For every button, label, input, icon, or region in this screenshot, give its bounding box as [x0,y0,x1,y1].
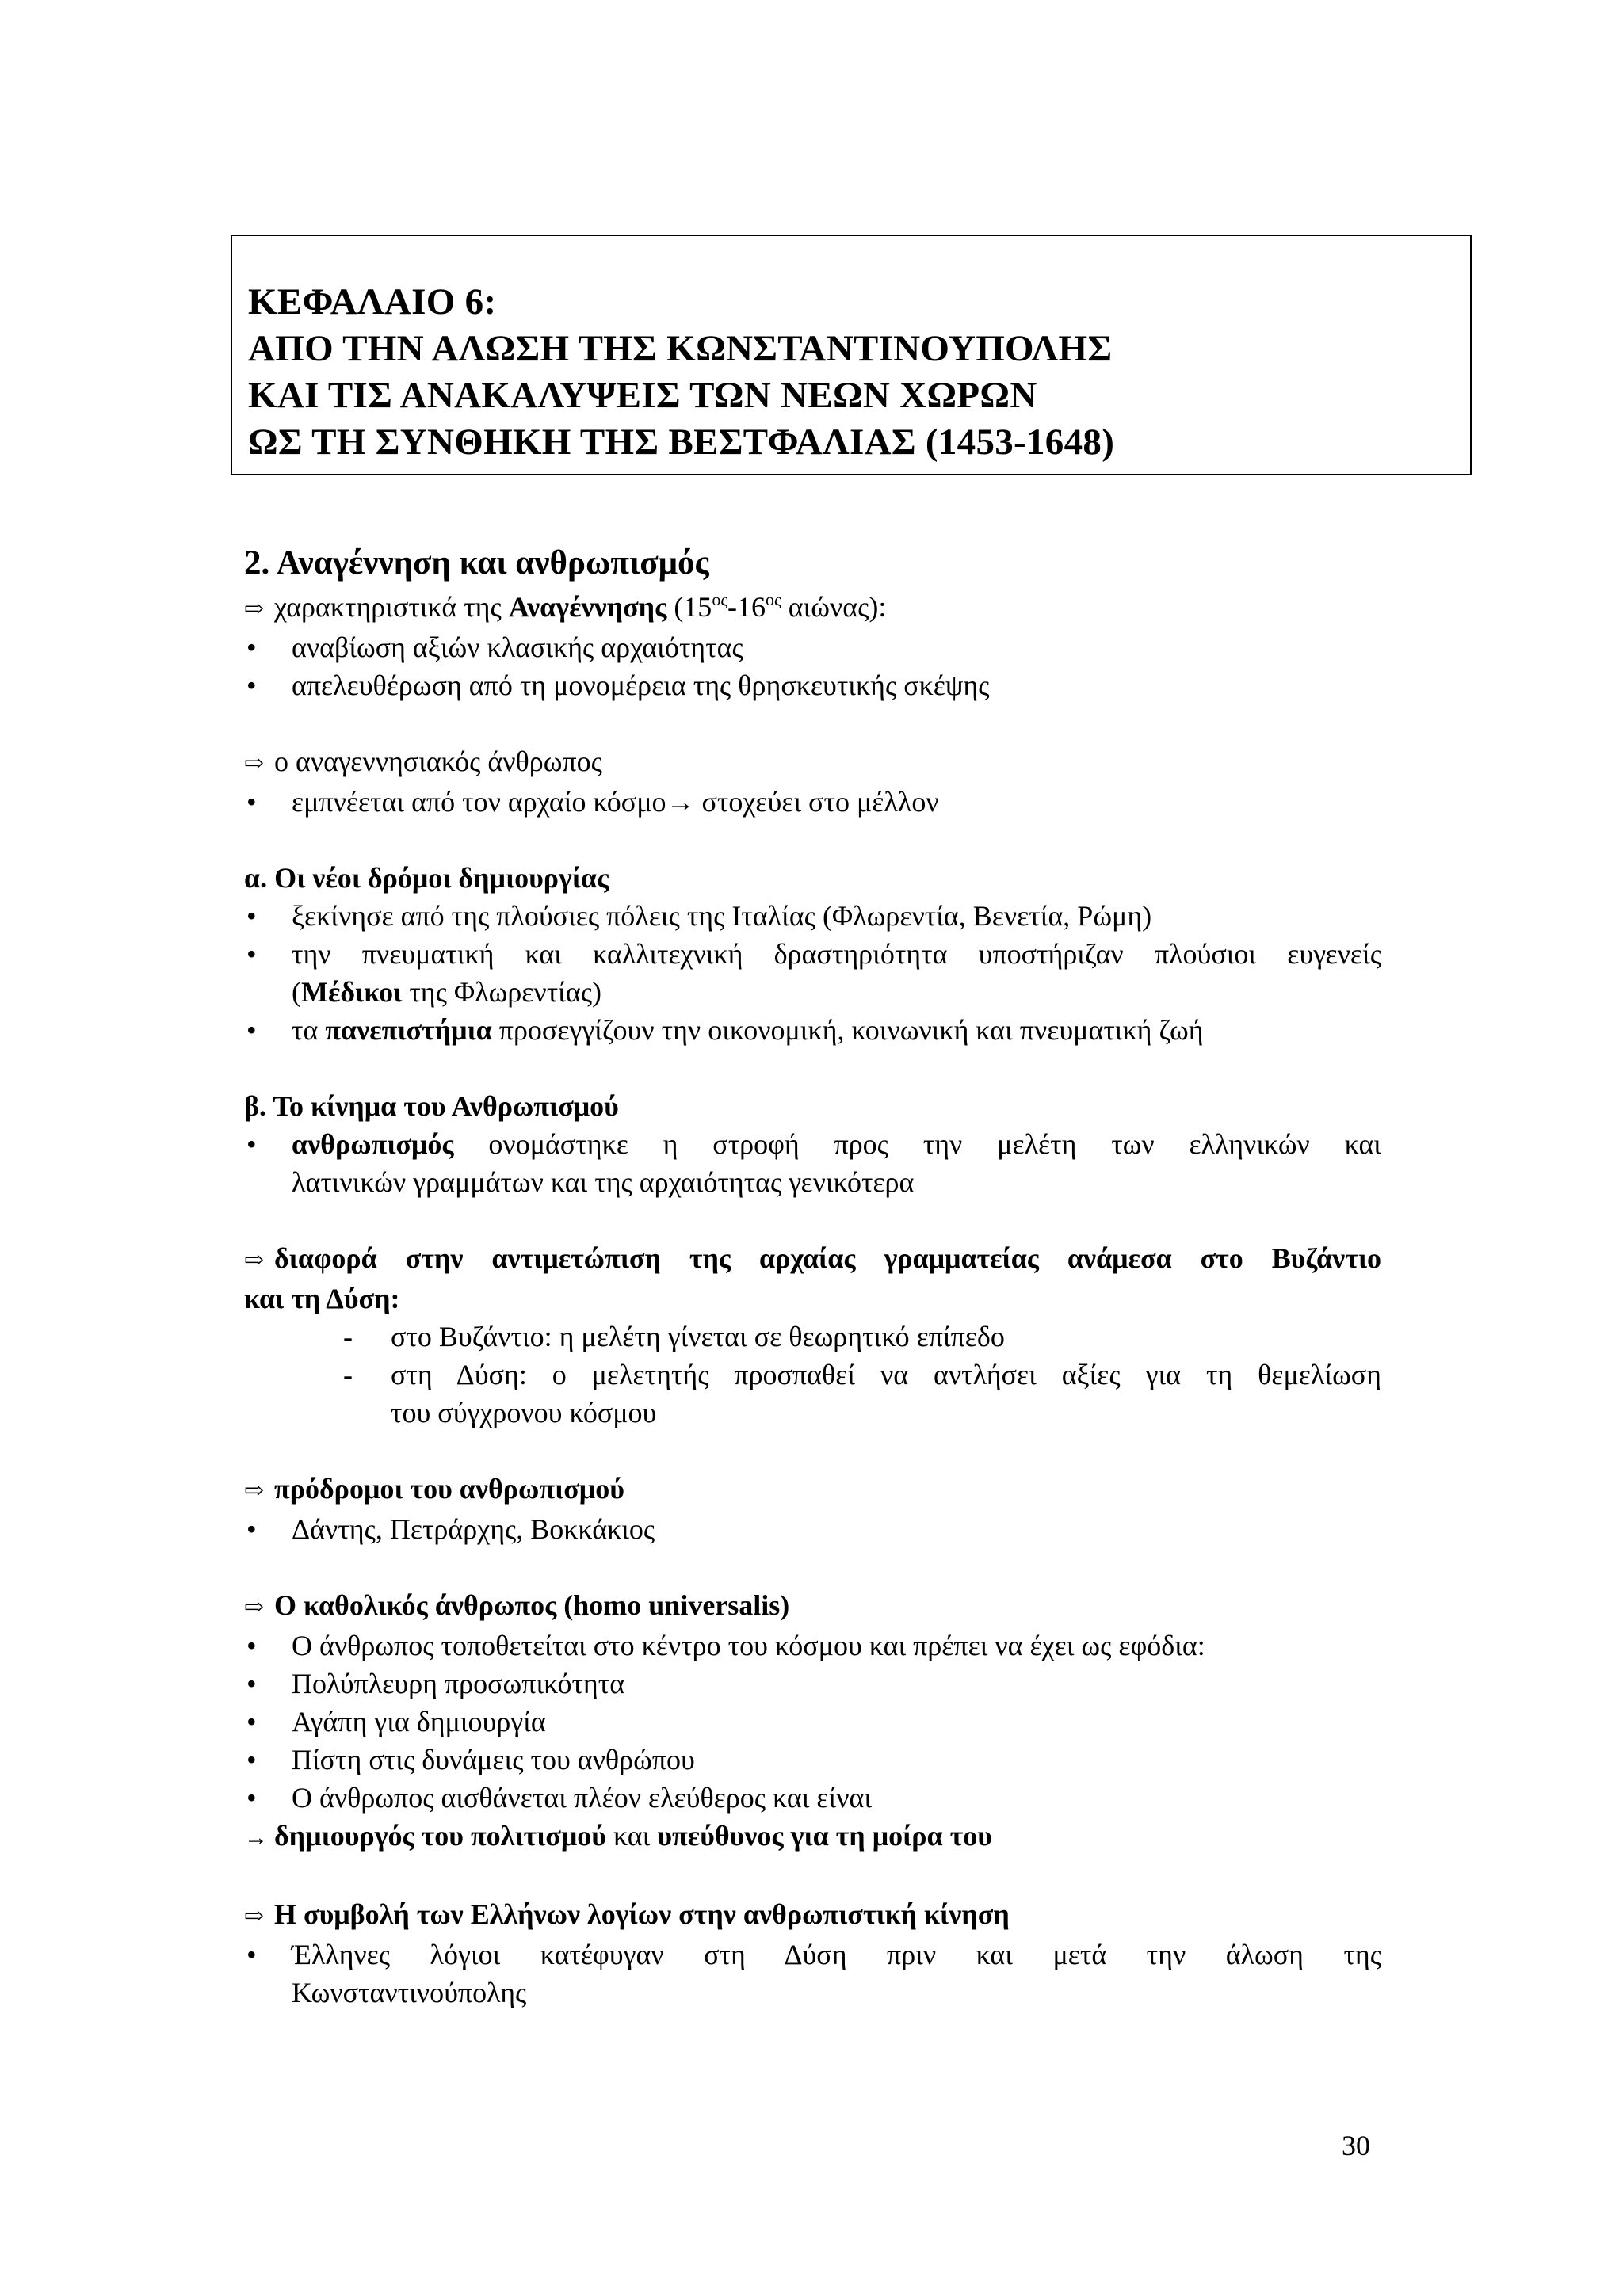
bullet-icon [244,1779,292,1817]
universal-man-result: → δημιουργός του πολιτισμού και υπεύθυνος για τη μοίρα του [244,1817,1381,1857]
hollow-arrow-icon: ⇨ [244,1478,265,1504]
bullet-icon [244,1936,292,1974]
difference-heading-cont: και τη Δύση: [244,1283,400,1314]
greek-scholars-heading: ⇨ Η συμβολή των Ελλήνων λογίων στην ανθρωπιστική κίνηση [244,1895,1381,1936]
list-item: • απελευθέρωση από τη μονομέρεια της θρησκευτικής σκέψης [244,666,1381,704]
hollow-arrow-icon: ⇨ [244,1247,265,1273]
bullet-icon [244,1665,292,1703]
list-item: • Αγάπη για δημιουργία [244,1703,1381,1741]
dash-item: - στη Δύση: ο μελετητής προσπαθεί να αντλήσει αξίες για τη θεμελίωση του σύγχρονου κόσμου [343,1359,1381,1428]
list-item: • εμπνέεται από τον αρχαίο κόσμο→ στοχεύει στο μέλλον [244,783,1381,821]
bullet-icon [244,935,292,973]
bullet-icon [244,1011,292,1049]
section-content [244,539,1381,2012]
list-item: • Έλληνες λόγιοι κατέφυγαν στη Δύση πριν και μετά την άλωση της Κωνσταντινούπολης [244,1936,1381,2012]
renaissance-features-heading: ⇨ χαρακτηριστικά της Αναγέννησης ($15^{o\varsigma}-16^{o\varsigma}$ αιώνας): [244,588,1381,628]
list-item: • Ο άνθρωπος τοποθετείται στο κέντρο του κόσμου και πρέπει να έχει ως εφόδια: [244,1627,1381,1665]
list-item: • τα πανεπιστήμια προσεγγίζουν την οικονομική, κοινωνική και πνευματική ζωή [244,1011,1381,1049]
hollow-arrow-icon: ⇨ [244,750,265,776]
bullet-icon [244,1125,292,1163]
chapter-title-line: ΑΠΟ ΤΗΝ ΑΛΩΣΗ ΤΗΣ ΚΩΝΣΤΑΝΤΙΝΟΥΠΟΛΗΣ [248,328,1113,369]
subsection-title: β. Το κίνημα του Ανθρωπισμού [244,1090,619,1122]
list-item: • την πνευματική και καλλιτεχνική δραστηριότητα υποστήριζαν πλούσιοι ευγενείς (Μέδικοι της Φλωρεντίας) [244,935,1381,1011]
bullet-icon [244,1510,292,1548]
chapter-number: ΚΕΦΑΛΑΙΟ 6: [248,281,497,322]
universal-man-heading: ⇨ Ο καθολικός άνθρωπος (homo universalis) [244,1586,1381,1627]
bullet-icon [244,897,292,935]
page-number: 30 [1342,2130,1370,2161]
bullet-icon [244,628,292,666]
chapter-title-line: ΩΣ ΤΗ ΣΥΝΘΗΚΗ ΤΗΣ ΒΕΣΤΦΑΛΙΑΣ (1453-1648) [248,421,1115,463]
hollow-arrow-icon: ⇨ [244,1903,265,1929]
subsection-title: α. Οι νέοι δρόμοι δημιουργίας [244,862,609,894]
hollow-arrow-icon: ⇨ [244,1594,265,1620]
bullet-icon [244,1703,292,1741]
list-item: • ξεκίνησε από της πλούσιες πόλεις της Ιταλίας (Φλωρεντία, Βενετία, Ρώμη) [244,897,1381,935]
difference-heading: ⇨ διαφορά στην αντιμετώπιση της αρχαίας γραμματείας ανάμεσα στο Βυζάντιο [244,1239,1381,1280]
list-item: • Ο άνθρωπος αισθάνεται πλέον ελεύθερος και είναι [244,1779,1381,1817]
list-item: • ανθρωπισμός ονομάστηκε η στροφή προς την μελέτη των ελληνικών και λατινικών γραμμάτων και της αρχαιότητας γενικότερα [244,1125,1381,1201]
arrow-icon: → [666,786,695,818]
list-item: • Πίστη στις δυνάμεις του ανθρώπου [244,1741,1381,1779]
section-title: 2. Αναγέννηση και ανθρωπισμός [244,544,709,582]
chapter-title-box [231,235,1472,475]
list-item: • Πολύπλευρη προσωπικότητα [244,1665,1381,1703]
bullet-icon [244,783,292,821]
list-item: • Δάντης, Πετράρχης, Βοκκάκιος [244,1510,1381,1548]
chapter-title-line: ΚΑΙ ΤΙΣ ΑΝΑΚΑΛΥΨΕΙΣ ΤΩΝ ΝΕΩΝ ΧΩΡΩΝ [248,375,1037,416]
dash-item: - στο Βυζάντιο: η μελέτη γίνεται σε θεωρητικό επίπεδο [343,1321,1005,1352]
bullet-icon [244,1741,292,1779]
list-item: • αναβίωση αξιών κλασικής αρχαιότητας [244,628,1381,666]
bullet-icon [244,1627,292,1665]
hollow-arrow-icon: ⇨ [244,596,265,622]
precursors-heading: ⇨ πρόδρομοι του ανθρωπισμού [244,1470,1381,1510]
arrow-icon: → [244,1825,268,1851]
bullet-icon [244,666,292,704]
renaissance-man-heading: ⇨ ο αναγεννησιακός άνθρωπος [244,742,1381,783]
